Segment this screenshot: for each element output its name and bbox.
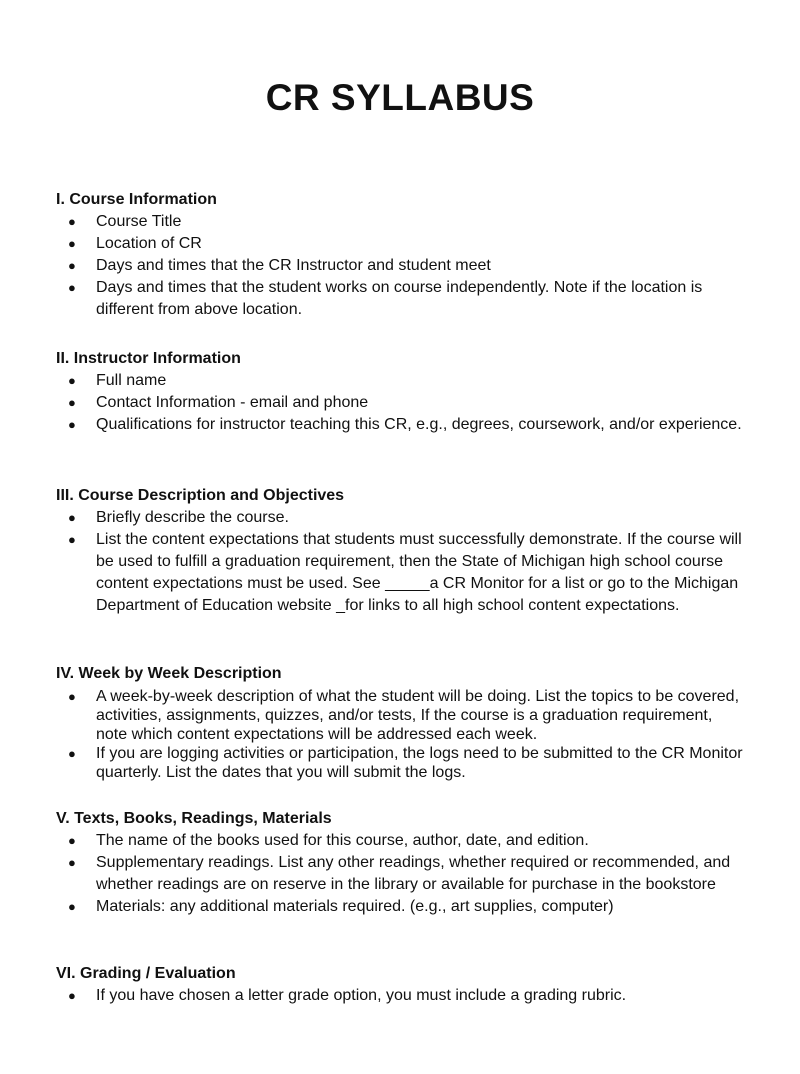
list-item (56, 852, 746, 896)
list-item-text: Qualifications for instructor teaching this CR, e.g., degrees, coursework, and/or experience. (96, 416, 742, 433)
list-item (56, 896, 746, 918)
list-item-text: List the content expectations that students must successfully demonstrate. If the course will be used to fulfill a graduation requirement, then the State of Michigan high school course content expectations must be used. See _____a CR Monitor for a list or go to the Michigan Department of Education website _for links to all high school content expectations. (96, 531, 742, 614)
section-texts-books (56, 808, 746, 918)
list-item-text: If you have chosen a letter grade option, you must include a grading rubric. (96, 987, 627, 1004)
list-item (56, 233, 746, 255)
list-item-text: If you are logging activities or participation, the logs need to be submitted to the CR Monitor quarterly. List the dates that you will submit the logs. (96, 745, 743, 781)
list-item-text: Days and times that the student works on course independently. Note if the location is different from above location. (96, 279, 703, 318)
list-item-text: A week-by-week description of what the student will be doing. List the topics to be covered, activities, assignments, quizzes, and/or tests, If the course is a graduation requirement, note which content expectations will be addressed each week. (96, 688, 740, 743)
bullet-list (56, 830, 746, 918)
list-item (56, 744, 746, 782)
bullet-icon: ● (68, 236, 76, 251)
bullet-icon: ● (68, 280, 76, 295)
list-item-text: Location of CR (96, 235, 202, 252)
list-item-text: Briefly describe the course. (96, 509, 289, 526)
section-heading: III. Course Description and Objectives (56, 487, 345, 504)
section-heading: I. Course Information (56, 191, 217, 208)
list-item (56, 830, 746, 852)
list-item (56, 255, 746, 277)
list-item (56, 529, 746, 617)
section-heading: II. Instructor Information (56, 350, 241, 367)
bullet-icon: ● (68, 746, 76, 761)
list-item (56, 414, 746, 436)
bullet-icon: ● (68, 373, 76, 388)
section-heading: VI. Grading / Evaluation (56, 965, 236, 982)
bullet-icon: ● (68, 689, 76, 704)
section-grading (56, 963, 746, 1007)
bullet-icon: ● (68, 532, 76, 547)
bullet-icon: ● (68, 833, 76, 848)
list-item (56, 370, 746, 392)
section-heading: IV. Week by Week Description (56, 665, 282, 682)
list-item (56, 985, 746, 1007)
bullet-list (56, 985, 746, 1007)
bullet-list (56, 370, 746, 436)
list-item-text: Full name (96, 372, 167, 389)
list-item (56, 507, 746, 529)
bullet-list (56, 507, 746, 617)
bullet-icon: ● (68, 855, 76, 870)
section-week-by-week (56, 663, 746, 782)
list-item (56, 687, 746, 744)
bullet-icon: ● (68, 510, 76, 525)
bullet-icon: ● (68, 988, 76, 1003)
section-course-description (56, 485, 746, 617)
bullet-icon: ● (68, 899, 76, 914)
list-item (56, 211, 746, 233)
bullet-icon: ● (68, 417, 76, 432)
bullet-list (56, 687, 746, 782)
list-item-text: Days and times that the CR Instructor and student meet (96, 257, 491, 274)
list-item-text: Course Title (96, 213, 182, 230)
page-title: CR SYLLABUS (265, 77, 535, 118)
list-item-text: Supplementary readings. List any other readings, whether required or recommended, and whether readings are on reserve in the library or available for purchase in the bookstore (96, 854, 731, 893)
list-item-text: Contact Information - email and phone (96, 394, 369, 411)
bullet-icon: ● (68, 214, 76, 229)
section-instructor-information (56, 348, 746, 436)
list-item-text: Materials: any additional materials required. (e.g., art supplies, computer) (96, 898, 614, 915)
section-course-information (56, 189, 746, 321)
bullet-list (56, 211, 746, 321)
section-heading: V. Texts, Books, Readings, Materials (56, 810, 332, 827)
list-item-text: The name of the books used for this course, author, date, and edition. (96, 832, 589, 849)
list-item (56, 277, 746, 321)
bullet-icon: ● (68, 395, 76, 410)
bullet-icon: ● (68, 258, 76, 273)
list-item (56, 392, 746, 414)
